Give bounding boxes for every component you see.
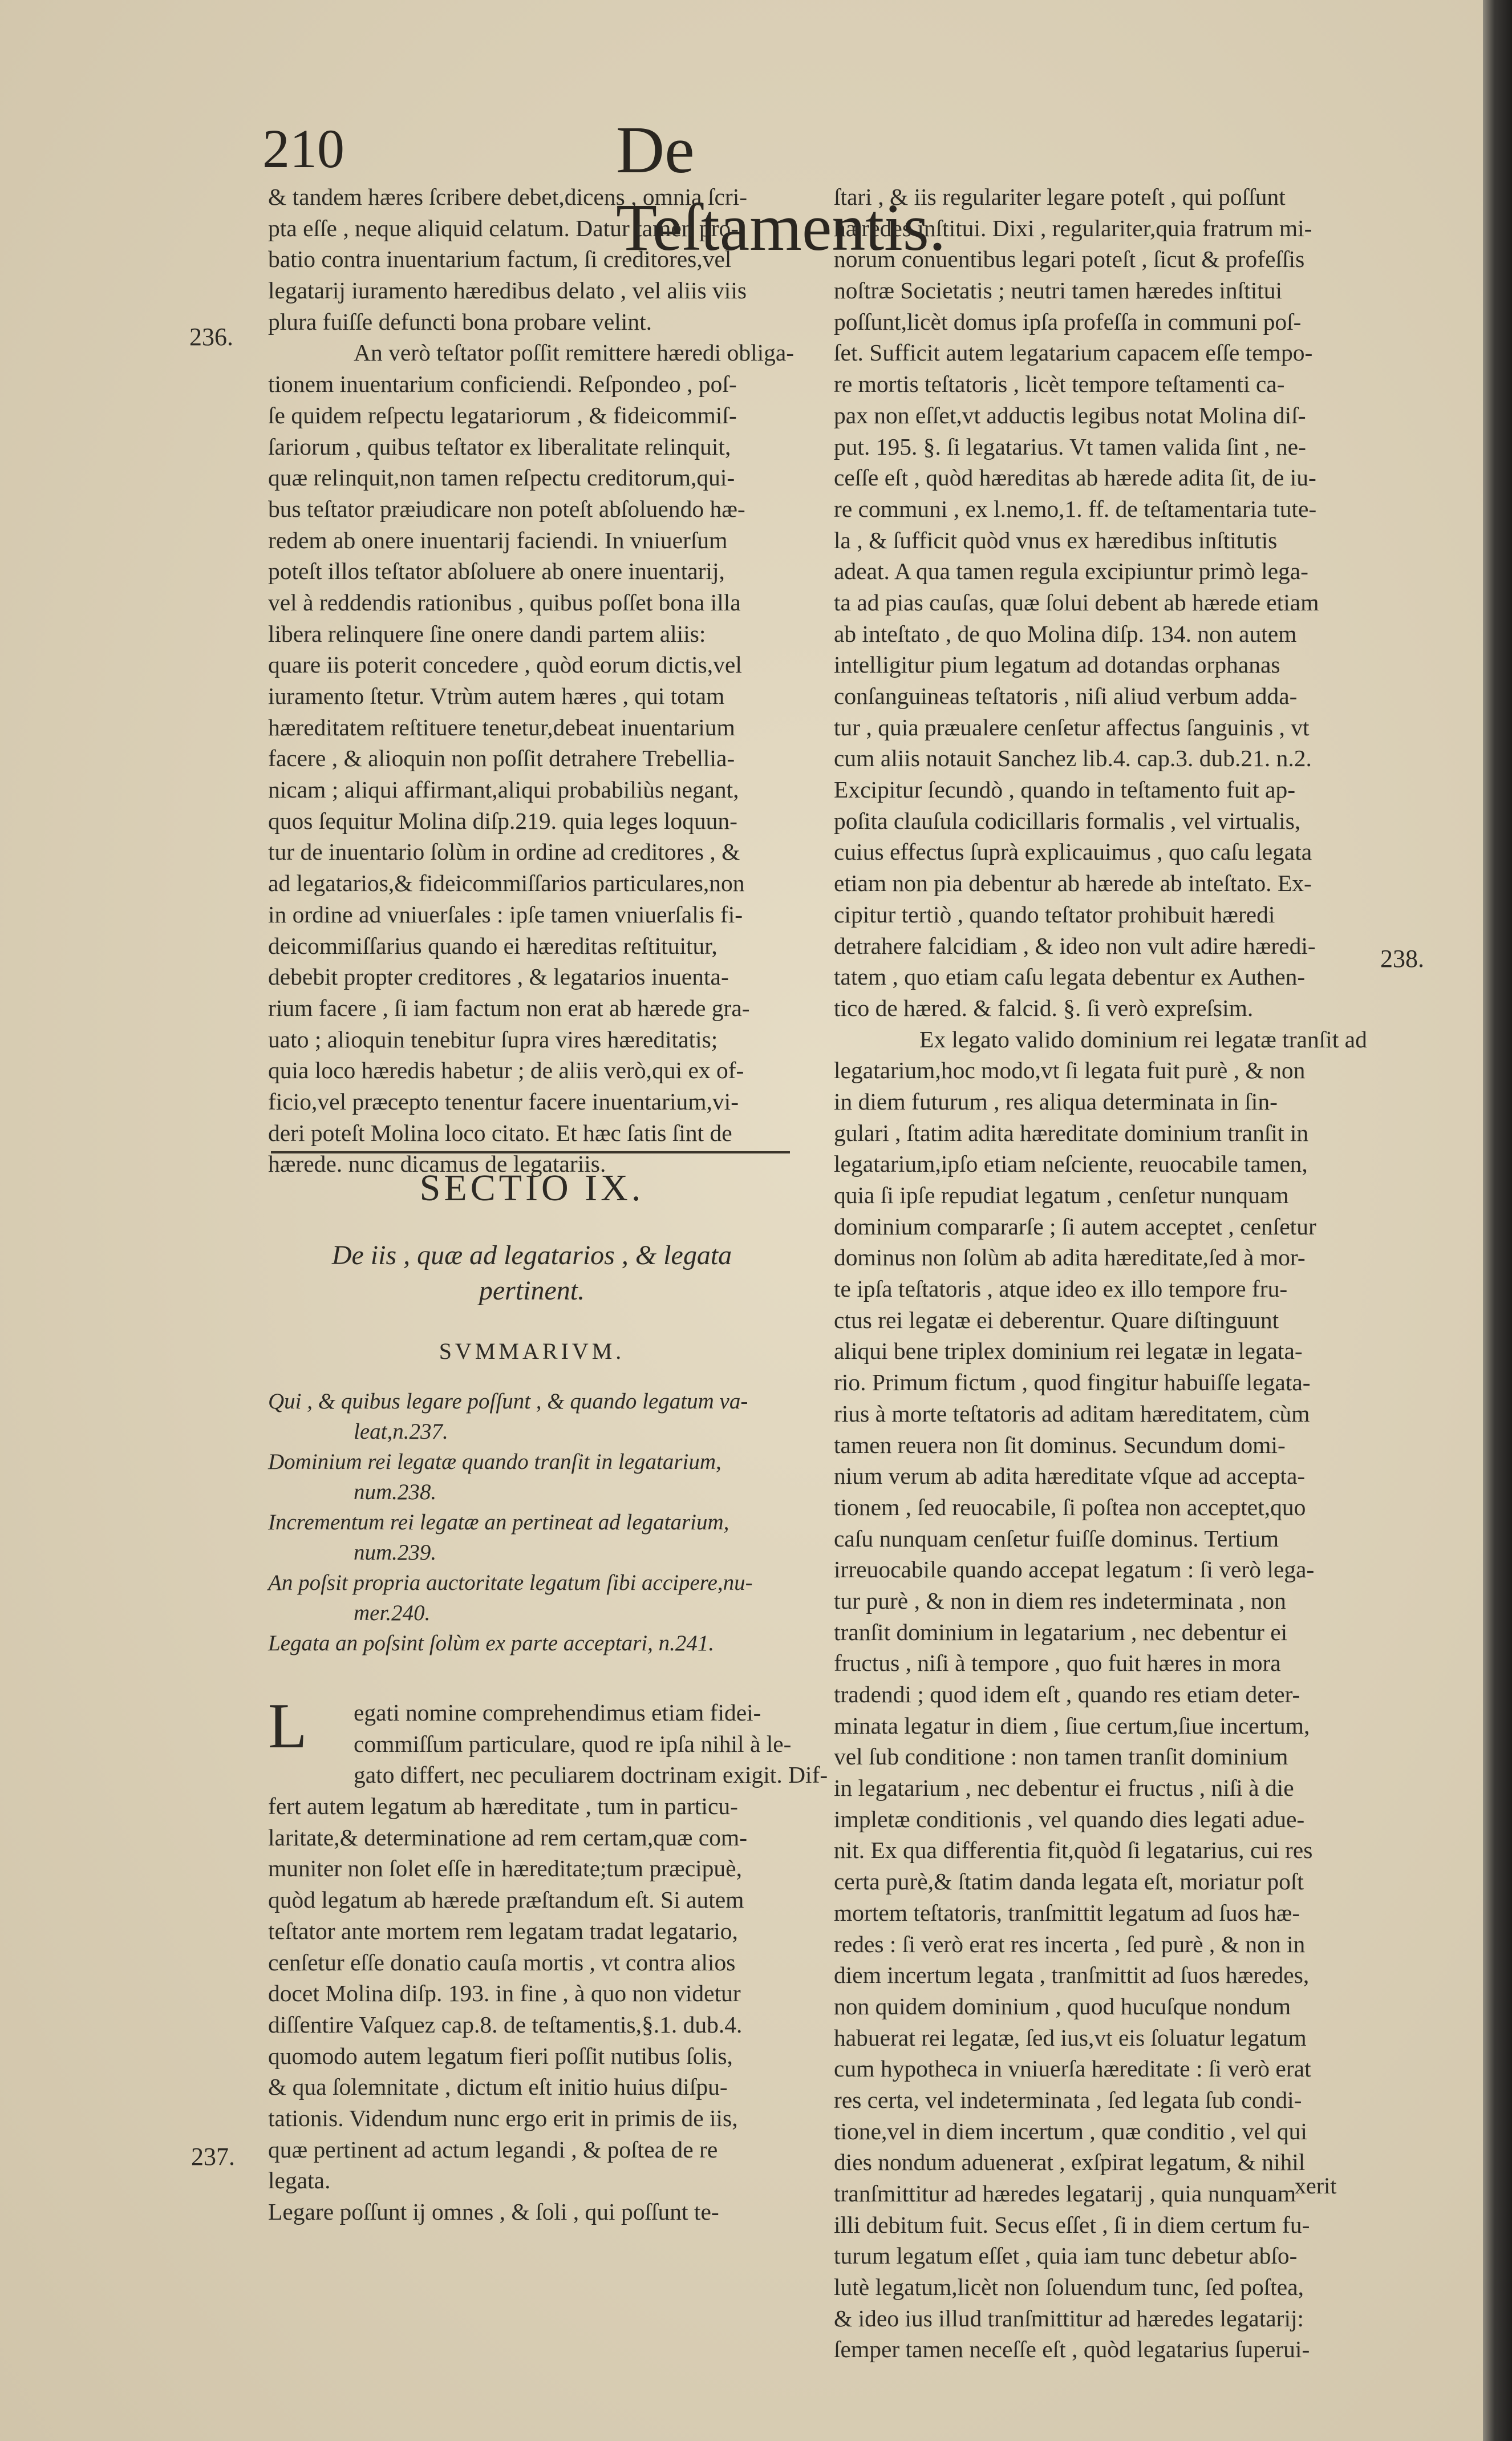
text-line: batio contra inuentarium factum, ſi creditores,vel xyxy=(268,246,732,273)
text-line: bus teſtator præiudicare non poteſt abſoluendo hæ- xyxy=(268,495,745,522)
text-line: Qui , & quibus legare poſſunt , & quando legatum va- xyxy=(268,1389,748,1414)
text-line: commiſſum particulare, quod re ipſa nihil à le- xyxy=(354,1730,792,1757)
text-line: quare iis poterit concedere , quòd eorum dictis,vel xyxy=(268,651,742,678)
text-line: certa purè,& ſtatim danda legata eſt, moriatur poſt xyxy=(834,1868,1304,1895)
margin-number-237: 237. xyxy=(191,2143,235,2171)
text-line: quos ſequitur Molina diſp.219. quia leges loquun- xyxy=(268,807,737,834)
text-line: ceſſe eſt , quòd hæreditas ab hærede adita ſit, de iu- xyxy=(834,464,1316,491)
text-line: hæreditatem reſtituere tenetur,debeat inuentarium xyxy=(268,714,735,740)
text-line: teſtator ante mortem rem legatam tradat legatario, xyxy=(268,1917,738,1944)
text-line: tur de inuentario ſolùm in ordine ad creditores , & xyxy=(268,839,740,865)
text-line: leat,n.237. xyxy=(354,1419,448,1444)
text-line: Excipitur ſecundò , quando in teſtamento fuit ap- xyxy=(834,776,1296,803)
margin-number-238: 238. xyxy=(1380,945,1424,973)
text-line: quæ relinquit,non tamen reſpectu creditorum,qui- xyxy=(268,464,735,491)
text-line: noſtræ Societatis ; neutri tamen hæredes inſtitui xyxy=(834,277,1283,304)
text-line: tur , quia præualere cenſetur affectus ſanguinis , vt xyxy=(834,714,1310,740)
text-line: conſanguineas teſtatoris , niſi aliud verbum adda- xyxy=(834,683,1298,709)
text-line: re mortis teſtatoris , licèt tempore teſtamenti ca- xyxy=(834,371,1285,398)
text-line: tranſit dominium in legatarium , nec debentur ei xyxy=(834,1618,1288,1645)
drop-cap: L xyxy=(268,1691,307,1762)
text-line: cipitur tertiò , quando teſtator prohibuit hæredi xyxy=(834,901,1275,928)
text-line: deicommiſſarius quando ei hæreditas reſtituitur, xyxy=(268,932,718,959)
text-line: nicam ; aliqui affirmant,aliqui probabiliùs negant, xyxy=(268,776,739,803)
text-line: legatarij iuramento hæredibus delato , vel aliis viis xyxy=(268,277,747,304)
text-line: detrahere falcidiam , & ideo non vult adire hæredi- xyxy=(834,932,1316,959)
text-line: cuius effectus ſuprà explicauimus , quo caſu legata xyxy=(834,839,1312,865)
text-line: tur purè , & non in diem res indeterminata , non xyxy=(834,1587,1286,1614)
text-line: gulari , ſtatim adita hæreditate dominium tranſit in xyxy=(834,1119,1309,1146)
text-line: tradendi ; quod idem eſt , quando res etiam deter- xyxy=(834,1681,1300,1707)
text-line: mortem teſtatoris, tranſmittit legatum ad ſuos hæ- xyxy=(834,1899,1300,1926)
margin-number-236: 236. xyxy=(189,323,233,351)
text-line: tionem inuentarium conficiendi. Reſpondeo , poſ- xyxy=(268,371,737,398)
text-line: adeat. A qua tamen regula excipiuntur primò lega- xyxy=(834,558,1309,585)
text-line: hæredes inſtitui. Dixi , regulariter,quia fratrum mi- xyxy=(834,214,1312,241)
text-line: num.238. xyxy=(354,1480,437,1504)
text-line: nium verum ab adita hæreditate vſque ad accepta- xyxy=(834,1463,1306,1489)
text-line: intelligitur pium legatum ad dotandas orphanas xyxy=(834,651,1280,678)
text-line: Legata an poſsint ſolùm ex parte acceptari, n.241. xyxy=(268,1631,715,1655)
text-line: docet Molina diſp. 193. in fine , à quo non videtur xyxy=(268,1980,741,2007)
summarium-heading: SVMMARIVM. xyxy=(439,1338,625,1364)
text-line: habuerat rei legatæ, ſed ius,vt eis ſoluatur legatum xyxy=(834,2024,1307,2051)
text-line: laritate,& determinatione ad rem certam,quæ com- xyxy=(268,1824,748,1851)
text-line: re communi , ex l.nemo,1. ff. de teſtamentaria tute- xyxy=(834,495,1317,522)
text-line: redem ab onere inuentarij faciendi. In vniuerſum xyxy=(268,527,728,553)
text-line: vel ſub conditione : non tamen tranſit dominium xyxy=(834,1743,1288,1770)
text-line: quia ſi ipſe repudiat legatum , cenſetur nunquam xyxy=(834,1182,1289,1208)
text-line: te ipſa teſtatoris , atque ideo ex illo tempore fru- xyxy=(834,1276,1288,1302)
text-line: hærede. nunc dicamus de legatariis. xyxy=(268,1151,606,1177)
text-line: tatem , quo etiam caſu legata debentur ex Authen- xyxy=(834,964,1306,990)
text-line: Ex legato valido dominium rei legatæ tranſit ad xyxy=(919,1026,1367,1052)
text-line: dies nondum aduenerat , exſpirat legatum, & nihil xyxy=(834,2149,1306,2176)
text-line: cenſetur eſſe donatio cauſa mortis , vt contra alios xyxy=(268,1949,736,1976)
text-line: put. 195. §. ſi legatarius. Vt tamen valida ſint , ne- xyxy=(834,433,1306,460)
text-line: tione,vel in diem incertum , quæ conditio , vel qui xyxy=(834,2118,1307,2144)
text-line: in legatarium , nec debentur ei fructus , niſi à die xyxy=(834,1775,1294,1802)
text-line: debebit propter creditores , & legatarios inuenta- xyxy=(268,964,729,990)
text-line: & tandem hæres ſcribere debet,dicens , omnia ſcri- xyxy=(268,184,748,210)
text-line: fructus , niſi à tempore , quo fuit hæres in mora xyxy=(834,1650,1281,1677)
page-edge xyxy=(1483,0,1512,2441)
text-line: poſſunt,licèt domus ipſa profeſſa in communi poſ- xyxy=(834,308,1302,335)
text-line: aliqui bene triplex dominium rei legatæ in legata- xyxy=(834,1338,1303,1365)
right-column-text xyxy=(834,181,1367,2365)
text-line: ſariorum , quibus teſtator ex liberalitate relinquit, xyxy=(268,433,731,460)
text-line: rio. Primum fictum , quod fingitur habuiſſe legata- xyxy=(834,1369,1311,1396)
text-line: ta ad pias cauſas, quæ ſolui debent ab hærede etiam xyxy=(834,589,1319,616)
text-line: legatarium,hoc modo,vt ſi legata fuit purè , & non xyxy=(834,1057,1306,1084)
text-line: gato differt, nec peculiarem doctrinam exigit. Dif- xyxy=(354,1762,828,1788)
text-line: libera relinquere ſine onere dandi partem aliis: xyxy=(268,620,706,647)
text-line: An poſsit propria auctoritate legatum ſibi accipere,nu- xyxy=(268,1570,753,1595)
text-line: uato ; alioquin tenebitur ſupra vires hæreditatis; xyxy=(268,1026,718,1052)
left-column-text xyxy=(268,181,796,1180)
text-line: rius à morte teſtatoris ad aditam hæreditatem, cùm xyxy=(834,1400,1310,1427)
text-line: turum legatum eſſet , quia iam tunc debetur abſo- xyxy=(834,2242,1298,2269)
text-line: ab inteſtato , de quo Molina diſp. 134. non autem xyxy=(834,620,1297,647)
text-line: ctus rei legatæ ei deberentur. Quare diſtinguunt xyxy=(834,1306,1279,1333)
text-line: dominium compararſe ; ſi autem acceptet , cenſetur xyxy=(834,1213,1316,1240)
text-line: cum hypotheca in vniuerſa hæreditate : ſi verò erat xyxy=(834,2055,1311,2082)
text-line: deri poteſt Molina loco citato. Et hæc ſatis ſint de xyxy=(268,1119,732,1146)
text-line: diem incertum legata , tranſmittit ad ſuos hæredes, xyxy=(834,1962,1310,1989)
text-line: facere , & alioquin non poſſit detrahere Trebellia- xyxy=(268,745,735,772)
text-line: quia loco hæredis habetur ; de aliis verò,qui ex of- xyxy=(268,1057,744,1084)
text-line: quomodo autem legatum fieri poſſit nutibus ſolis, xyxy=(268,2042,733,2069)
text-line: num.239. xyxy=(354,1540,437,1565)
text-line: dominus non ſolùm ab adita hæreditate,ſed à mor- xyxy=(834,1244,1306,1271)
left-column-body-text xyxy=(268,1697,828,2228)
text-line: & ideo ius illud tranſmittitur ad hæredes legatarij: xyxy=(834,2305,1304,2331)
section-title: SECTIO IX. xyxy=(419,1167,644,1209)
section-subtitle xyxy=(268,1238,796,1309)
text-line: vel à reddendis rationibus , quibus poſſet bona illa xyxy=(268,589,741,616)
text-line: egati nomine comprehendimus etiam fidei- xyxy=(354,1699,761,1726)
text-line: legatarium,ipſo etiam neſciente, reuocabile tamen, xyxy=(834,1151,1308,1177)
text-line: lutè legatum,licèt non ſoluendum tunc, ſed poſtea, xyxy=(834,2274,1304,2301)
text-line: ſe quidem reſpectu legatariorum , & fideicommiſ- xyxy=(268,402,737,428)
text-line: plura fuiſſe defuncti bona probare velint. xyxy=(268,308,652,335)
text-line: tico de hæred. & falcid. §. ſi verò expreſsim. xyxy=(834,994,1254,1021)
text-line: fert autem legatum ab hæreditate , tum in particu- xyxy=(268,1793,738,1820)
text-line: tionem , ſed reuocabile, ſi poſtea non acceptet,quo xyxy=(834,1493,1306,1520)
text-line: cum aliis notauit Sanchez lib.4. cap.3. dub.21. n.2. xyxy=(834,745,1312,772)
text-line: rium facere , ſi iam factum non erat ab hærede gra- xyxy=(268,994,750,1021)
text-line: Dominium rei legatæ quando tranſit in legatarium, xyxy=(268,1450,721,1474)
section-subtitle-line: De iis , quæ ad legatarios , & legata xyxy=(331,1240,732,1270)
text-line: Legare poſſunt ij omnes , & ſoli , qui poſſunt te- xyxy=(268,2199,719,2225)
text-line: diſſentire Vaſquez cap.8. de teſtamentis,§.1. dub.4. xyxy=(268,2011,743,2038)
text-line: minata legatur in diem , ſiue certum,ſiue incertum, xyxy=(834,1712,1310,1739)
text-line: tranſmittitur ad hæredes legatarij , quia nunquam xyxy=(834,2180,1296,2207)
text-line: ad legatarios,& fideicommiſſarios particulares,non xyxy=(268,870,745,897)
text-line: quòd legatum ab hærede præſtandum eſt. Si autem xyxy=(268,1887,744,1913)
text-line: ſet. Sufficit autem legatarium capacem eſſe tempo- xyxy=(834,339,1313,366)
text-line: poteſt illos teſtator abſoluere ab onere inuentarij, xyxy=(268,558,725,585)
summarium-list xyxy=(268,1386,796,1658)
text-line: in ordine ad vniuerſales : ipſe tamen vniuerſalis fi- xyxy=(268,901,743,928)
text-line: & qua ſolemnitate , dictum eſt initio huius diſpu- xyxy=(268,2074,728,2100)
text-line: norum conuentibus legari poteſt , ſicut & profeſſis xyxy=(834,246,1305,273)
text-line: pax non eſſet,vt adductis legibus notat Molina diſ- xyxy=(834,402,1306,428)
running-title: De Teſtamentis. xyxy=(616,112,946,265)
text-line: poſita clauſula codicillaris formalis , vel virtualis, xyxy=(834,807,1301,834)
text-line: tamen reuera non ſit dominus. Secundum domi- xyxy=(834,1431,1286,1458)
text-line: pta eſſe , neque aliquid celatum. Datur tamen pro- xyxy=(268,214,739,241)
section-subtitle-line: pertinent. xyxy=(479,1276,585,1306)
text-line: iuramento ſtetur. Vtrùm autem hæres , qui totam xyxy=(268,683,725,709)
text-line: redes : ſi verò erat res incerta , ſed purè , & non in xyxy=(834,1930,1306,1957)
text-line: mer.240. xyxy=(354,1601,431,1625)
text-line: An verò teſtator poſſit remittere hæredi obliga- xyxy=(354,339,794,366)
page-number: 210 xyxy=(262,118,344,179)
text-line: caſu nunquam cenſetur fuiſſe dominus. Tertium xyxy=(834,1525,1279,1552)
text-line: impletæ conditionis , vel quando dies legati adue- xyxy=(834,1806,1305,1832)
text-line: Incrementum rei legatæ an pertineat ad legatarium, xyxy=(268,1510,729,1535)
text-line: ſtari , & iis regulariter legare poteſt , qui poſſunt xyxy=(834,184,1286,210)
text-line: ſemper tamen neceſſe eſt , quòd legatarius ſuperui- xyxy=(834,2336,1310,2363)
text-line: irreuocabile quando accepat legatum : ſi verò lega- xyxy=(834,1556,1315,1583)
section-rule xyxy=(271,1151,790,1156)
text-line: legata. xyxy=(268,2167,331,2194)
text-line: quæ pertinent ad actum legandi , & poſtea de re xyxy=(268,2136,718,2163)
text-line: la , & ſufficit quòd vnus ex hæredibus inſtitutis xyxy=(834,527,1278,553)
text-line: tationis. Videndum nunc ergo erit in primis de iis, xyxy=(268,2104,738,2131)
catchword: xerit xyxy=(1295,2173,1337,2199)
text-line: res certa, vel indeterminata , ſed legata ſub condi- xyxy=(834,2086,1302,2113)
text-line: ficio,vel præcepto tenentur facere inuentarium,vi- xyxy=(268,1088,739,1115)
text-line: illi debitum fuit. Secus eſſet , ſi in diem certum fu- xyxy=(834,2211,1310,2238)
text-line: in diem futurum , res aliqua determinata in ſin- xyxy=(834,1088,1278,1115)
text-line: non quidem dominium , quod hucuſque nondum xyxy=(834,1993,1291,2019)
text-line: muniter non ſolet eſſe in hæreditate;tum præcipuè, xyxy=(268,1855,742,1882)
text-line: nit. Ex qua differentia fit,quòd ſi legatarius, cui res xyxy=(834,1837,1313,1864)
text-line: etiam non pia debentur ab hærede ab inteſtato. Ex- xyxy=(834,870,1312,897)
